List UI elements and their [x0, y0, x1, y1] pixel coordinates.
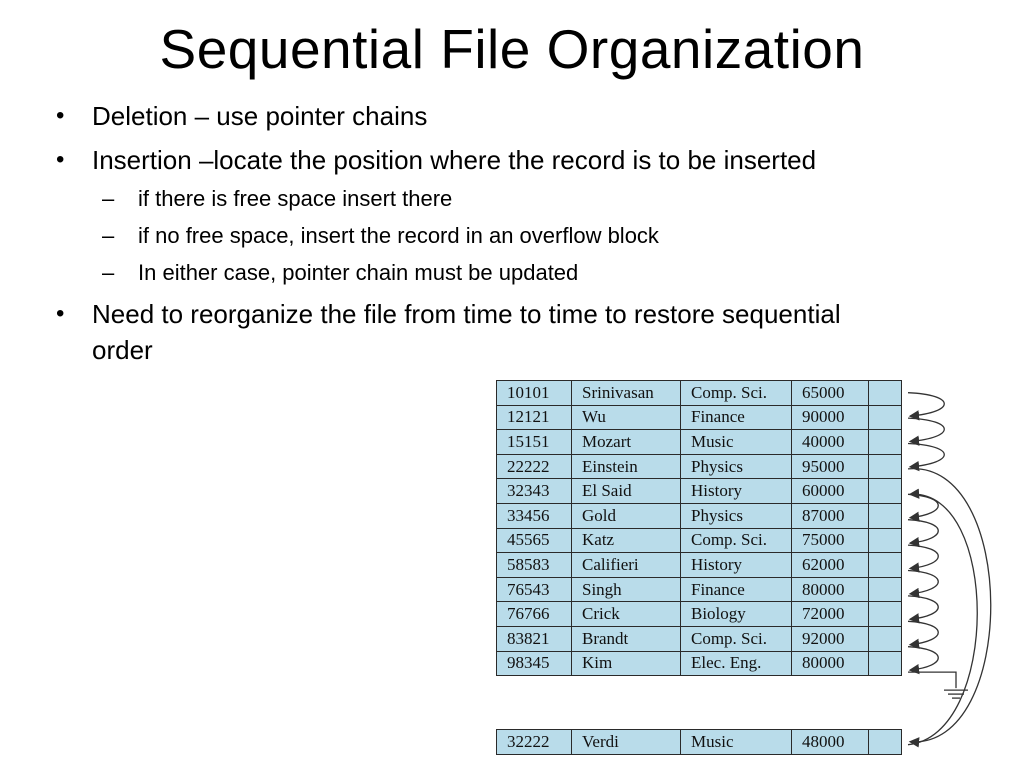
- bullet-text: Deletion – use pointer chains: [92, 101, 428, 131]
- record-id: 58583: [497, 553, 572, 578]
- record-salary: 60000: [792, 479, 869, 504]
- sub-bullet-overflow-block: [92, 221, 886, 251]
- record-id: 45565: [497, 528, 572, 553]
- sub-bullet-free-space: [92, 184, 886, 214]
- record-dept: Music: [681, 730, 792, 755]
- record-dept: Biology: [681, 602, 792, 627]
- record-salary: 65000: [792, 381, 869, 406]
- pointer-arrow: [908, 444, 944, 467]
- pointer-arrow: [908, 520, 938, 543]
- record-name: Gold: [572, 503, 681, 528]
- bullet-text: Insertion –locate the position where the record is to be inserted: [92, 145, 817, 175]
- record-id: 12121: [497, 405, 572, 430]
- bullet-reorganize: [56, 296, 886, 368]
- sub-bullet-list: [92, 184, 886, 288]
- record-salary: 95000: [792, 454, 869, 479]
- record-dept: Comp. Sci.: [681, 528, 792, 553]
- bullet-deletion: [56, 98, 886, 134]
- pointer-arrow: [908, 494, 938, 517]
- sequential-file-figure: [496, 380, 1024, 768]
- pointer-arrow: [908, 647, 938, 670]
- record-salary: 62000: [792, 553, 869, 578]
- pointer-arrow: [908, 596, 938, 619]
- bullet-text: Need to reorganize the file from time to time to restore sequential order: [92, 299, 841, 365]
- record-id: 32222: [497, 730, 572, 755]
- sub-bullet-text: In either case, pointer chain must be updated: [138, 260, 579, 285]
- record-name: Verdi: [572, 730, 681, 755]
- sub-bullet-text: if there is free space insert there: [138, 186, 453, 211]
- sub-bullet-dash-icon: –: [102, 260, 115, 285]
- slide-title: Sequential File Organization: [159, 18, 865, 80]
- record-name: Califieri: [572, 553, 681, 578]
- record-name: Singh: [572, 577, 681, 602]
- record-dept: Comp. Sci.: [681, 626, 792, 651]
- record-dept: History: [681, 553, 792, 578]
- record-salary: 72000: [792, 602, 869, 627]
- record-name: Katz: [572, 528, 681, 553]
- record-salary: 92000: [792, 626, 869, 651]
- pointer-arrow: [908, 621, 938, 644]
- record-salary: 48000: [792, 730, 869, 755]
- record-dept: Finance: [681, 577, 792, 602]
- record-dept: Comp. Sci.: [681, 381, 792, 406]
- record-name: Srinivasan: [572, 381, 681, 406]
- sub-bullet-dash-icon: –: [102, 186, 115, 211]
- bullet-dot-icon: •: [56, 300, 65, 327]
- record-salary: 80000: [792, 651, 869, 676]
- pointer-arrow: [908, 418, 944, 441]
- record-dept: History: [681, 479, 792, 504]
- sub-bullet-text: if no free space, insert the record in an overflow block: [138, 223, 659, 248]
- pointer-arrow: [908, 571, 938, 594]
- record-name: Einstein: [572, 454, 681, 479]
- bullet-list: [56, 98, 886, 376]
- record-id: 98345: [497, 651, 572, 676]
- record-name: Wu: [572, 405, 681, 430]
- record-dept: Finance: [681, 405, 792, 430]
- record-dept: Physics: [681, 454, 792, 479]
- record-name: Brandt: [572, 626, 681, 651]
- record-id: 76543: [497, 577, 572, 602]
- record-salary: 75000: [792, 528, 869, 553]
- record-id: 32343: [497, 479, 572, 504]
- record-id: 15151: [497, 430, 572, 455]
- bullet-dot-icon: •: [56, 146, 65, 173]
- record-dept: Elec. Eng.: [681, 651, 792, 676]
- record-salary: 40000: [792, 430, 869, 455]
- record-id: 10101: [497, 381, 572, 406]
- record-id: 83821: [497, 626, 572, 651]
- pointer-arrow: [908, 469, 991, 742]
- record-id: 33456: [497, 503, 572, 528]
- record-dept: Music: [681, 430, 792, 455]
- sub-bullet-pointer-chain: [92, 258, 886, 288]
- record-name: Kim: [572, 651, 681, 676]
- bullet-insertion: [56, 142, 886, 288]
- record-name: Mozart: [572, 430, 681, 455]
- record-name: Crick: [572, 602, 681, 627]
- null-pointer-line: [908, 672, 956, 688]
- record-id: 22222: [497, 454, 572, 479]
- record-salary: 90000: [792, 405, 869, 430]
- record-salary: 80000: [792, 577, 869, 602]
- record-id: 76766: [497, 602, 572, 627]
- pointer-arrow: [908, 393, 944, 416]
- pointer-chain-diagram: [496, 380, 1024, 768]
- record-dept: Physics: [681, 503, 792, 528]
- sub-bullet-dash-icon: –: [102, 223, 115, 248]
- record-name: El Said: [572, 479, 681, 504]
- bullet-dot-icon: •: [56, 102, 65, 129]
- record-salary: 87000: [792, 503, 869, 528]
- pointer-arrow: [908, 545, 938, 568]
